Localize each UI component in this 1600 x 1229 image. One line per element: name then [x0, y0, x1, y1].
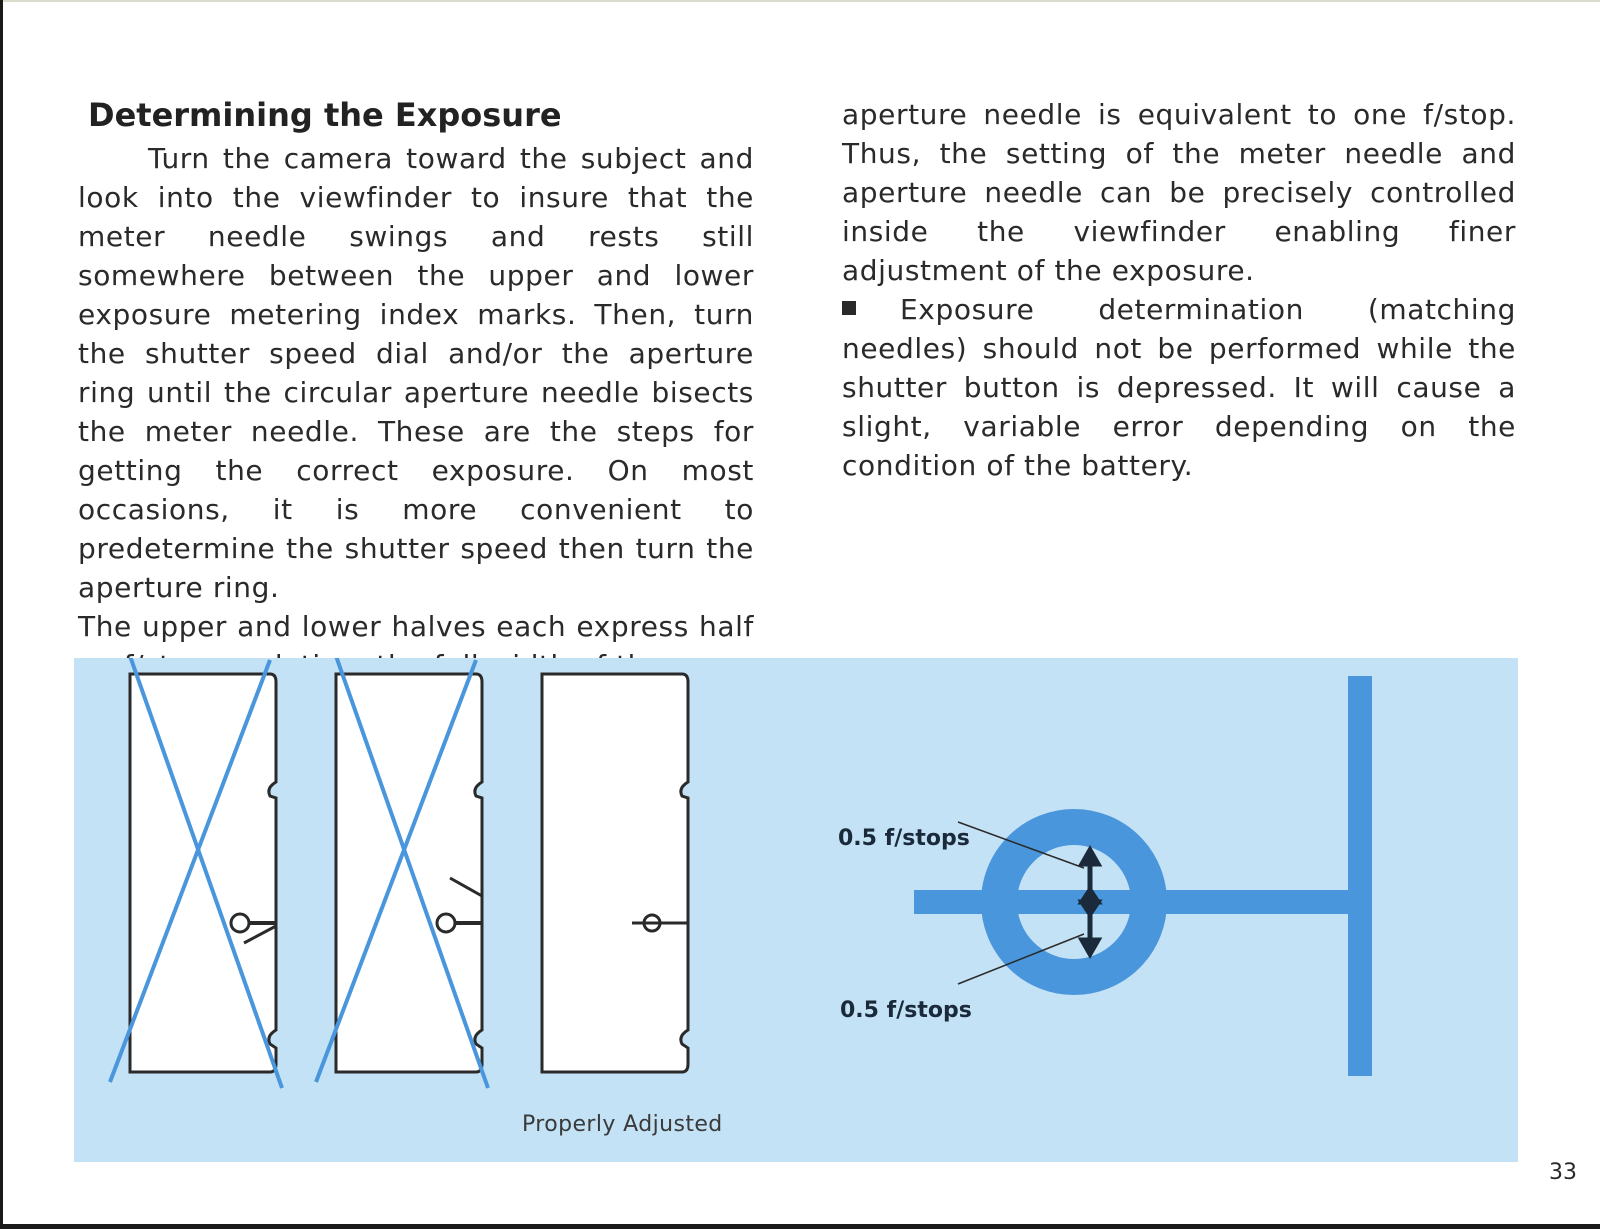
incorrect-panel-2 [316, 658, 488, 1088]
incorrect-panel-1 [110, 658, 282, 1088]
halves-paragraph: The upper and lower halves each express half [78, 610, 754, 643]
aperture-paragraph: aperture needle is equivalent to one f/stop. Thus, the setting of the meter needle and aperture needle can be precisely controlled inside the viewfinder enabling finer adjustment of the exposure. [842, 98, 1516, 287]
gradation-arrows [1082, 850, 1098, 954]
upper-half-label: 0.5 f/stops [838, 826, 970, 851]
correct-panel [542, 674, 688, 1072]
meter-panel-3 [542, 674, 688, 1072]
page-number: 33 [1549, 1160, 1577, 1185]
viewfinder-illustration [74, 658, 1518, 1162]
meter-needle-vertical [1348, 676, 1372, 1076]
page-bottom-edge [0, 1224, 1600, 1229]
page-top-edge [0, 0, 1600, 2]
lower-half-label: 0.5 f/stops [840, 998, 972, 1023]
page-left-edge [0, 0, 3, 1229]
square-bullet-icon [842, 301, 856, 315]
caution-note [842, 290, 1516, 485]
right-column [842, 95, 1516, 485]
caution-note-text: Exposure determination (matching needles) should not be performed while the shutter button is depressed. It will cause a slight, variable error depending on the condition of the battery. [842, 293, 1516, 482]
viewfinder-diagram [74, 658, 1518, 1162]
left-column [78, 95, 754, 685]
needle-detail [914, 676, 1372, 1076]
instructions-paragraph: Turn the camera toward the subject and look into the viewfinder to insure that the meter needle swings and rests still somewhere between the upper and lower exposure metering index marks. Then, turn the shutter speed dial and/or the aperture ring until the circular aperture needle bisects the meter needle. These are the steps for getting the correct exposure. On most occasions, it is more convenient to predetermine the shutter speed then turn the aperture ring. [78, 142, 754, 604]
aperture-needle-ring [437, 914, 455, 932]
figure-caption: Properly Adjusted [522, 1112, 723, 1137]
section-heading: Determining the Exposure [88, 96, 562, 134]
aperture-needle-ring [231, 914, 249, 932]
